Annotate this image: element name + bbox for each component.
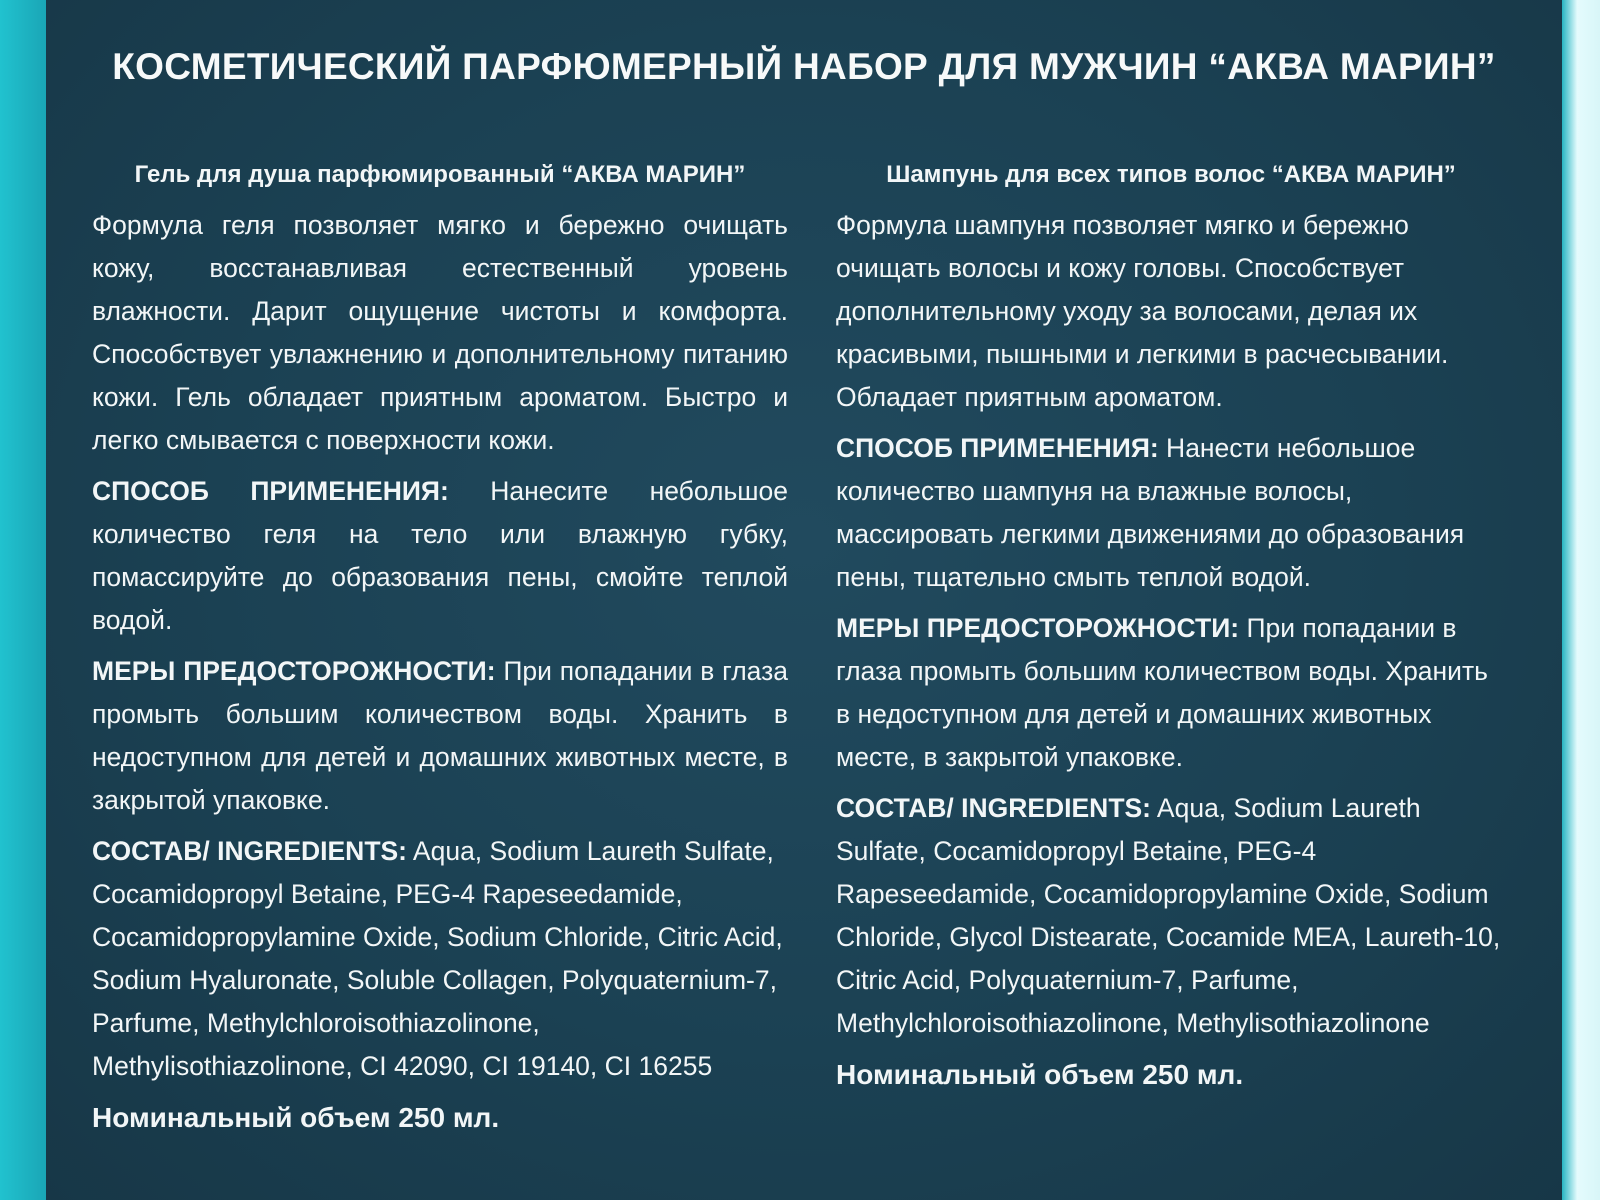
- caution-label: МЕРЫ ПРЕДОСТОРОЖНОСТИ:: [836, 613, 1240, 643]
- ingredients-label: СОСТАВ/ INGREDIENTS:: [836, 793, 1152, 823]
- right-teal-edge: [1562, 0, 1600, 1200]
- shampoo-ingredients: [836, 787, 1506, 1045]
- shampoo-heading: Шампунь для всех типов волос “АКВА МАРИН”: [886, 161, 1456, 188]
- ingredients-label: СОСТАВ/ INGREDIENTS:: [92, 836, 408, 866]
- shower-gel-ingredients: [92, 830, 788, 1088]
- shower-gel-description: Формула геля позволяет мягко и бережно очищать кожу, восстанавливая естественный уровень влажности. Дарит ощущение чистоты и комфорта. Способствует увлажнению и дополнительному питанию кожи. Гель обладает приятным ароматом. Быстро и легко смывается с поверхности кожи.: [92, 210, 788, 455]
- caution-text: При попадании в глаза промыть большим количеством воды. Хранить в недоступном для детей и домашних животных месте, в закрытой упаковке.: [92, 656, 788, 815]
- label-panel: [46, 0, 1562, 1200]
- shampoo-usage: [836, 427, 1506, 599]
- shower-gel-caution: [92, 650, 788, 822]
- page-title: КОСМЕТИЧЕСКИЙ ПАРФЮМЕРНЫЙ НАБОР ДЛЯ МУЖЧИН “АКВА МАРИН”: [112, 46, 1496, 87]
- left-teal-edge: [0, 0, 46, 1200]
- usage-text: Нанесите небольшое количество геля на тело или влажную губку, помассируйте до образования пены, смойте теплой водой.: [92, 476, 788, 635]
- shampoo-description: Формула шампуня позволяет мягко и бережно очищать волосы и кожу головы. Способствует дополнительному уходу за волосами, делая их красивыми, пышными и легкими в расчесывании. Обладает приятным ароматом.: [836, 210, 1449, 412]
- usage-text: Нанести небольшое количество шампуня на влажные волосы, массировать легкими движениями до образования пены, тщательно смыть теплой водой.: [836, 433, 1465, 592]
- shower-gel-volume: Номинальный объем 250 мл.: [92, 1102, 500, 1133]
- shampoo-caution: [836, 607, 1506, 779]
- ingredients-text: Aqua, Sodium Laureth Sulfate, Cocamidopropyl Betaine, PEG-4 Rapeseedamide, Cocamidopropylamine Oxide, Sodium Chloride, Glycol Distearate, Cocamide MEA, Laureth-10, Citric Acid, Polyquaternium-7, Parfume, Methylchloroisothiazolinone, Methylisothiazolinone: [836, 793, 1501, 1038]
- shower-gel-heading: Гель для душа парфюмированный “АКВА МАРИН”: [134, 161, 746, 188]
- usage-label: СПОСОБ ПРИМЕНЕНИЯ:: [92, 476, 449, 506]
- shampoo-column: [836, 160, 1506, 1096]
- shower-gel-column: [92, 160, 788, 1139]
- caution-label: МЕРЫ ПРЕДОСТОРОЖНОСТИ:: [92, 656, 496, 686]
- caution-text: При попадании в глаза промыть большим количеством воды. Хранить в недоступном для детей и домашних животных месте, в закрытой упаковке.: [836, 613, 1488, 772]
- usage-label: СПОСОБ ПРИМЕНЕНИЯ:: [836, 433, 1159, 463]
- shampoo-volume: Номинальный объем 250 мл.: [836, 1059, 1244, 1090]
- shower-gel-usage: [92, 470, 788, 642]
- ingredients-text: Aqua, Sodium Laureth Sulfate, Cocamidopropyl Betaine, PEG-4 Rapeseedamide, Cocamidopropylamine Oxide, Sodium Chloride, Citric Acid, Sodium Hyaluronate, Soluble Collagen, Polyquaternium-7, Parfume, Methylchloroisothiazolinone, Methylisothiazolinone, CI 42090, CI 19140, CI 16255: [92, 836, 783, 1081]
